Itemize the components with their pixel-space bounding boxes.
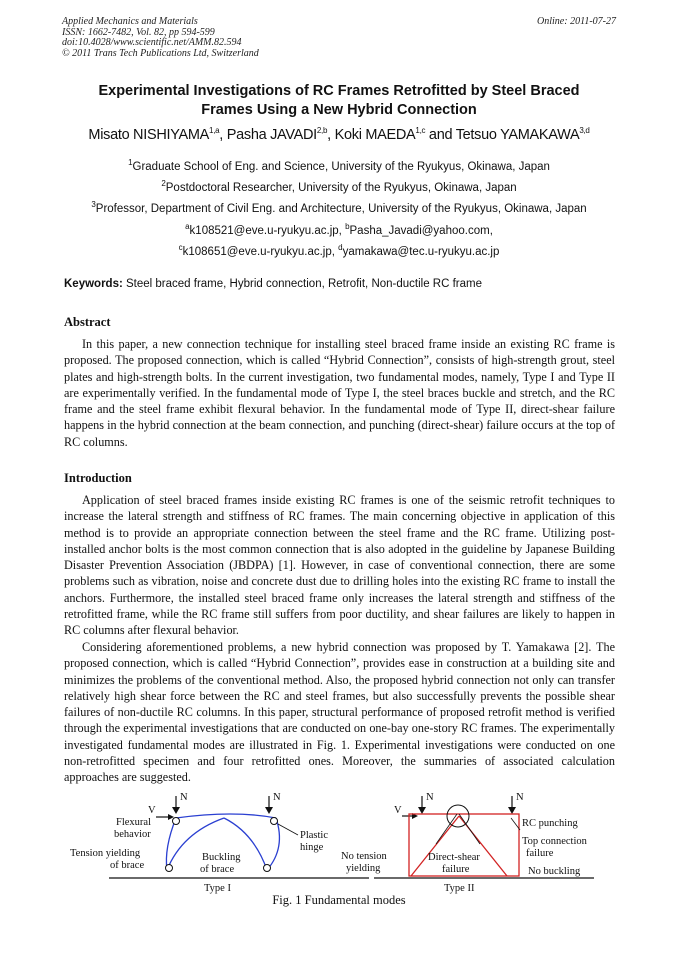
online-date: Online: 2011-07-27 xyxy=(537,16,616,27)
buckling-label: of brace xyxy=(200,864,235,875)
affiliation-text: Graduate School of Eng. and Science, University of the Ryukyus, Okinawa, Japan xyxy=(132,160,550,173)
arrow-head-icon xyxy=(418,807,426,814)
direct-shear-label: failure xyxy=(442,864,470,875)
affiliation-3 xyxy=(20,200,658,215)
issn: ISSN: 1662-7482, Vol. 82, pp 594-599 xyxy=(62,26,215,38)
no-tension-label: yielding xyxy=(346,863,381,874)
email-sup: b xyxy=(345,222,350,231)
type-1-label: Type I xyxy=(204,883,231,894)
plastic-hinge-icon xyxy=(166,865,173,872)
keywords-text: Steel braced frame, Hybrid connection, Retrofit, Non-ductile RC frame xyxy=(122,278,483,290)
type-2-diagram xyxy=(341,792,594,894)
email-link[interactable]: k108521@eve.u-ryukyu.ac.jp, xyxy=(189,224,346,237)
author-sup: 1,c xyxy=(415,126,426,135)
author-sup: 1,a xyxy=(209,126,220,135)
affiliation-text: Professor, Department of Civil Eng. and Architecture, University of the Ryukyus, Okinawa, Japan xyxy=(95,202,587,215)
crack-line xyxy=(436,814,457,844)
author-sep: and xyxy=(425,126,456,143)
title-line-2: Frames Using a New Hybrid Connection xyxy=(201,101,477,118)
plastic-hinge-icon xyxy=(264,865,271,872)
type-1-diagram xyxy=(70,792,369,894)
affiliation-text: Postdoctoral Researcher, University of the Ryukyus, Okinawa, Japan xyxy=(165,181,517,194)
email-sup: d xyxy=(338,243,343,252)
affiliation-2 xyxy=(20,179,658,194)
deformed-beam xyxy=(176,814,276,818)
author-list xyxy=(20,126,658,143)
leader-line xyxy=(278,824,298,835)
email-sup: c xyxy=(178,243,183,252)
plastic-hinge-icon xyxy=(173,818,180,825)
author-name: Koki MAEDA xyxy=(334,126,416,143)
buckling-label: Buckling xyxy=(202,852,241,863)
email-link[interactable]: yamakawa@tec.u-ryukyu.ac.jp xyxy=(342,245,500,258)
plastic-hinge-label: Plastic xyxy=(300,830,328,841)
plastic-hinge-label: hinge xyxy=(300,842,324,853)
author-name: Tetsuo YAMAKAWA xyxy=(455,126,580,143)
abstract-heading: Abstract xyxy=(64,315,111,329)
keywords xyxy=(64,278,618,290)
intro-paragraph-1: Application of steel braced frames inside existing RC frames is one of the seismic retrofit techniques to increase the lateral strength and stiffness of RC frames. The main concerning objective in application of this method is to provide an appropriate connection between the steel frame and the RC frame. Utilizing post-installed anchor bolts is the most common connection that is also adopted in the guideline by Japanese Building Disaster Prevention Association (JBDPA) [1]. However, in case of conventional connection, there are some problems such as vibration, noise and concrete dust due to drilling holes into the existing RC frame to install the anchors. Furthermore, the installed steel braced frame only increases the lateral strength and stiffness of the retrofitted frame, while the RC frame still suffers from poor ductility, and shear failures are likely to happen in RC columns after flexural behavior. xyxy=(64,493,615,638)
affiliation-sup: 1 xyxy=(128,158,133,167)
introduction-heading: Introduction xyxy=(64,471,132,485)
n-label: N xyxy=(273,792,281,803)
author-sup: 3,d xyxy=(579,126,590,135)
title-line-1: Experimental Investigations of RC Frames Retrofitted by Steel Braced xyxy=(98,83,580,99)
email-link[interactable]: k108651@eve.u-ryukyu.ac.jp, xyxy=(182,245,339,258)
flexural-label: Flexural xyxy=(116,817,151,828)
deformed-right-column xyxy=(267,818,279,870)
email-link[interactable]: Pasha_Javadi@yahoo.com, xyxy=(349,224,493,237)
author-sup: 2,b xyxy=(316,126,328,135)
email-line-2 xyxy=(20,243,658,258)
email-line-1 xyxy=(20,222,658,237)
v-label: V xyxy=(148,805,156,816)
copyright: © 2011 Trans Tech Publications Ltd, Switzerland xyxy=(62,47,259,59)
tension-label: of brace xyxy=(110,860,145,871)
doi: doi:10.4028/www.scientific.net/AMM.82.594 xyxy=(62,37,242,48)
no-tension-label: No tension xyxy=(341,851,387,862)
figure-caption: Fig. 1 Fundamental modes xyxy=(272,893,406,907)
author-name: Pasha JAVADI xyxy=(226,126,317,143)
arrow-head-icon xyxy=(172,807,180,814)
type-2-label: Type II xyxy=(444,883,475,894)
flexural-label: behavior xyxy=(114,829,151,840)
plastic-hinge-icon xyxy=(271,818,278,825)
keywords-label: Keywords: xyxy=(64,278,123,290)
paper-title xyxy=(40,82,638,119)
author-name: Misato NISHIYAMA xyxy=(88,126,210,143)
affiliation-sup: 2 xyxy=(161,179,166,188)
rc-punching-label: RC punching xyxy=(522,818,578,829)
journal-name: Applied Mechanics and Materials xyxy=(62,16,198,27)
n-label: N xyxy=(180,792,188,803)
affiliation-sup: 3 xyxy=(91,200,96,209)
author-sep: , xyxy=(327,126,335,143)
no-buckling-label: No buckling xyxy=(528,866,581,877)
v-label: V xyxy=(394,805,402,816)
tension-label: Tension yielding xyxy=(70,848,141,859)
affiliation-1 xyxy=(20,158,658,173)
arrow-head-icon xyxy=(265,807,273,814)
journal-header xyxy=(62,17,616,59)
top-connection-label: Top connection xyxy=(522,836,587,847)
direct-shear-label: Direct-shear xyxy=(428,852,480,863)
intro-paragraph-2: Considering aforementioned problems, a new hybrid connection was proposed by T. Yamakawa [2]. The proposed connection, which is called “Hybrid Connection”, provides ease in construction at a building site and minimizes the problems of the conventional method. Also, the proposed hybrid connection not only can transfer relatively high shear force between the RC and steel frames, but also successfully prevents the possible shear failures of non-ductile RC columns. In this paper, structural performance of proposed retrofit method is verified through the experimental investigations that are conducted on one-bay one-story RC frames. The experimentally investigated fundamental modes are illustrated in Fig. 1. Experimental investigations were conducted on one non-retrofitted specimen and four retrofitted ones. Moreover, the summaries of associated calculation approaches are suggested. xyxy=(64,640,615,785)
crack-line xyxy=(459,814,480,844)
author-sep: , xyxy=(219,126,227,143)
arrow-head-icon xyxy=(508,807,516,814)
abstract-text: In this paper, a new connection technique for installing steel braced frame inside an existing RC frame is proposed. The proposed connection, which is called “Hybrid Connection”, consists of high-strength grout, steel plates and high-strength bolts. In the current investigation, two fundamental modes, namely, Type I and Type II are experimentally verified. In the fundamental mode of Type I, the steel braces buckle and stretch, and the RC frame and the steel frame exhibit flexural behavior. In the fundamental mode of Type II, direct-shear failure happens in the hybrid connection at the beam connection, and punching (direct-shear) failure occurs at the top of RC columns. xyxy=(64,337,615,449)
n-label: N xyxy=(516,792,524,803)
email-sup: a xyxy=(185,222,190,231)
top-connection-label: failure xyxy=(526,848,554,859)
n-label: N xyxy=(426,792,434,803)
